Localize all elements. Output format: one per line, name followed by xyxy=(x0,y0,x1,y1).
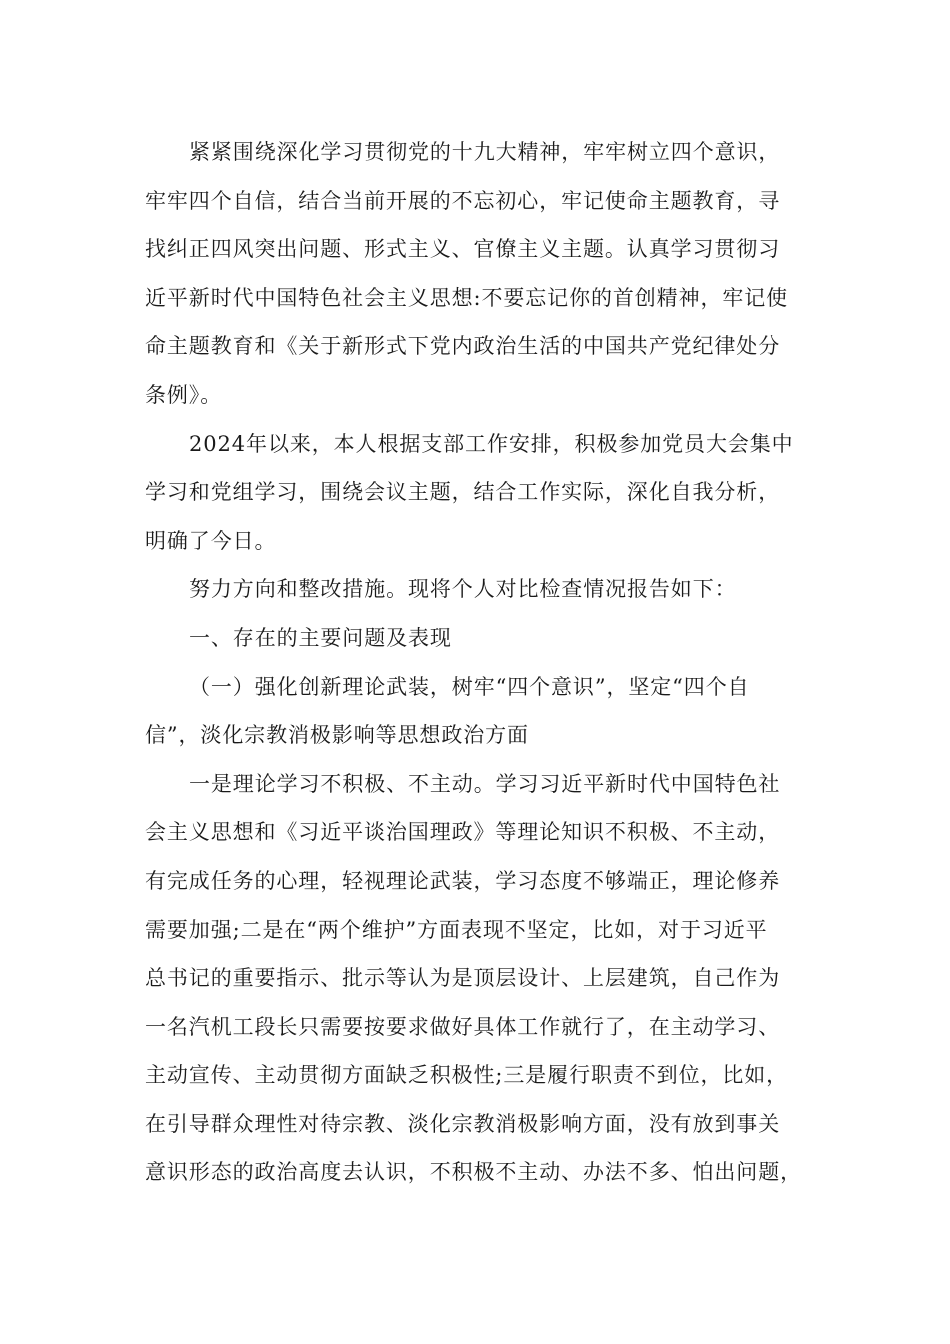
document-body xyxy=(145,128,825,1197)
text-line: 近平新时代中国特色社会主义思想:不要忘记你的首创精神，牢记使 xyxy=(145,285,789,310)
text-line: 会主义思想和《习近平谈治国理政》等理论知识不积极、不主动， xyxy=(145,820,781,845)
text-line: 牢牢四个自信，结合当前开展的不忘初心，牢记使命主题教育，寻 xyxy=(145,188,781,213)
text-line: 总书记的重要指示、批示等认为是顶层设计、上层建筑，自己作为 xyxy=(145,966,781,991)
text-line: 一是理论学习不积极、不主动。学习习近平新时代中国特色社 xyxy=(189,771,781,796)
text-line: 在引导群众理性对待宗教、淡化宗教消极影响方面，没有放到事关 xyxy=(145,1111,781,1136)
text-line: 学习和党组学习，围绕会议主题，结合工作实际，深化自我分析， xyxy=(145,480,781,505)
text-line: 努力方向和整改措施。现将个人对比检查情况报告如下： xyxy=(189,577,737,602)
text-line: 一名汽机工段长只需要按要求做好具体工作就行了，在主动学习、 xyxy=(145,1014,781,1039)
subsection-heading-continued: 信”，淡化宗教消极影响等思想政治方面 xyxy=(145,723,529,748)
text-line: 紧紧围绕深化学习贯彻党的十九大精神，牢牢树立四个意识， xyxy=(189,140,781,164)
text-line: 明确了今日。 xyxy=(145,528,277,553)
subsection-heading: （一）强化创新理论武装，树牢“四个意识”，坚定“四个自 xyxy=(189,674,750,699)
section-heading: 一、存在的主要问题及表现 xyxy=(189,625,452,650)
text-line: 2024年以来，本人根据支部工作安排，积极参加党员大会集中 xyxy=(189,431,794,456)
text-line: 有完成任务的心理，轻视理论武装，学习态度不够端正，理论修养 xyxy=(145,868,781,893)
text-line: 找纠正四风突出问题、形式主义、官僚主义主题。认真学习贯彻习 xyxy=(145,237,781,262)
text-line: 条例》。 xyxy=(145,382,223,407)
text-line: 意识形态的政治高度去认识，不积极不主动、办法不多、怕出问题， xyxy=(145,1160,802,1185)
text-line: 命主题教育和《关于新形式下党内政治生活的中国共产党纪律处分 xyxy=(145,334,781,359)
text-line: 需要加强;二是在“两个维护”方面表现不坚定，比如，对于习近平 xyxy=(145,917,768,942)
text-line: 主动宣传、主动贯彻方面缺乏积极性;三是履行职责不到位，比如， xyxy=(145,1063,789,1088)
